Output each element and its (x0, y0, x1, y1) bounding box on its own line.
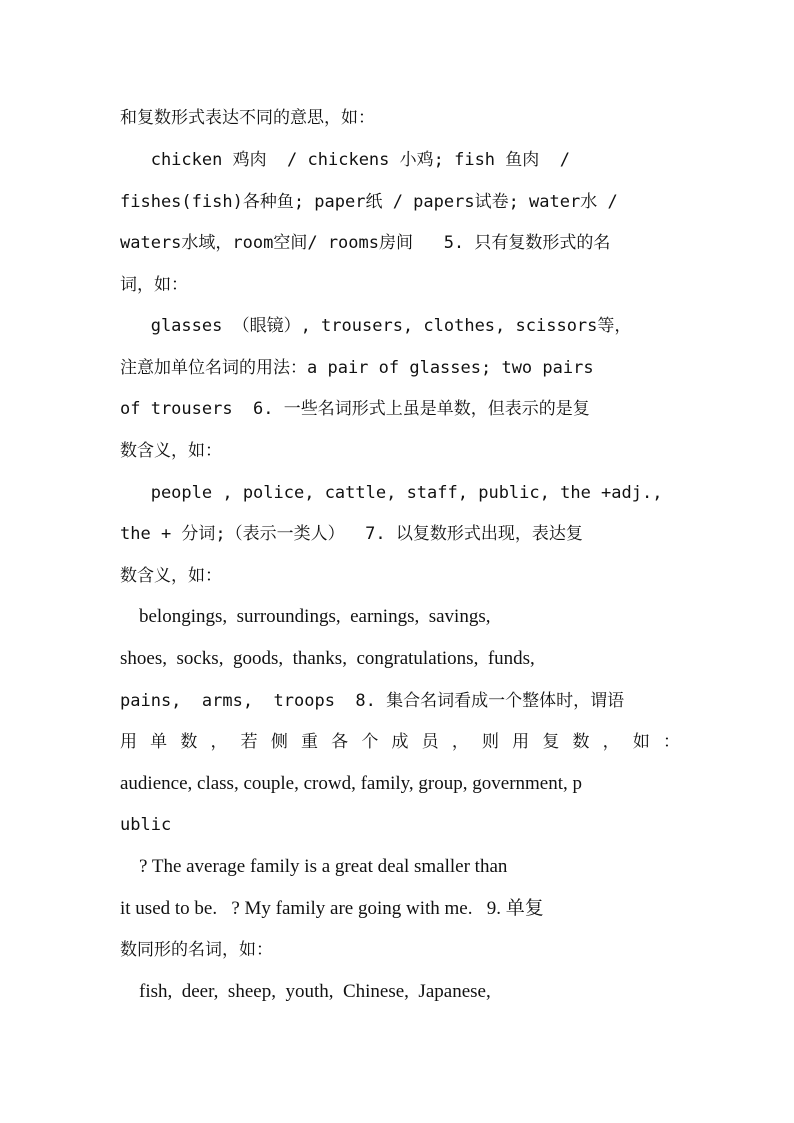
text-line: 数含义，如： (120, 566, 222, 586)
text-line: waters水域，room空间/ rooms房间 5. 只有复数形式的名 (120, 233, 611, 253)
text-line: 注意加单位名词的用法：a pair of glasses; two pairs (120, 358, 594, 378)
text-line: it used to be. ? My family are going with me. 9. 单复 (120, 898, 544, 919)
text-line: 用 单 数 ， 若 侧 重 各 个 成 员 ， 则 用 复 数 ， 如 ： (120, 732, 680, 752)
text-line: fish, deer, sheep, youth, Chinese, Japanese, (120, 981, 491, 1002)
text-line: ublic (120, 815, 172, 835)
text-line: the + 分词;（表示一类人） 7. 以复数形式出现，表达复 (120, 524, 583, 544)
text-line: 数含义，如： (120, 441, 222, 461)
text-line: 和复数形式表达不同的意思，如： (120, 108, 375, 128)
text-line: audience, class, couple, crowd, family, group, government, p (120, 773, 583, 794)
text-line: shoes, socks, goods, thanks, congratulations, funds, (120, 648, 535, 669)
text-line: of trousers 6. 一些名词形式上虽是单数，但表示的是复 (120, 399, 590, 419)
text-line: fishes(fish)各种鱼; paper纸 / papers试卷; water水 / (120, 192, 618, 212)
text-line: glasses （眼镜）, trousers, clothes, scissors等， (120, 316, 632, 336)
text-line: chicken 鸡肉 / chickens 小鸡; fish 鱼肉 / (120, 150, 570, 170)
text-line: belongings, surroundings, earnings, savings, (120, 606, 491, 627)
text-line: ? The average family is a great deal smaller than (120, 856, 508, 877)
text-line: 词，如： (120, 275, 188, 295)
text-line: people , police, cattle, staff, public, the +adj., (120, 483, 663, 503)
text-line: 数同形的名词，如： (120, 940, 273, 960)
text-line: pains, arms, troops 8. 集合名词看成一个整体时，谓语 (120, 691, 625, 711)
